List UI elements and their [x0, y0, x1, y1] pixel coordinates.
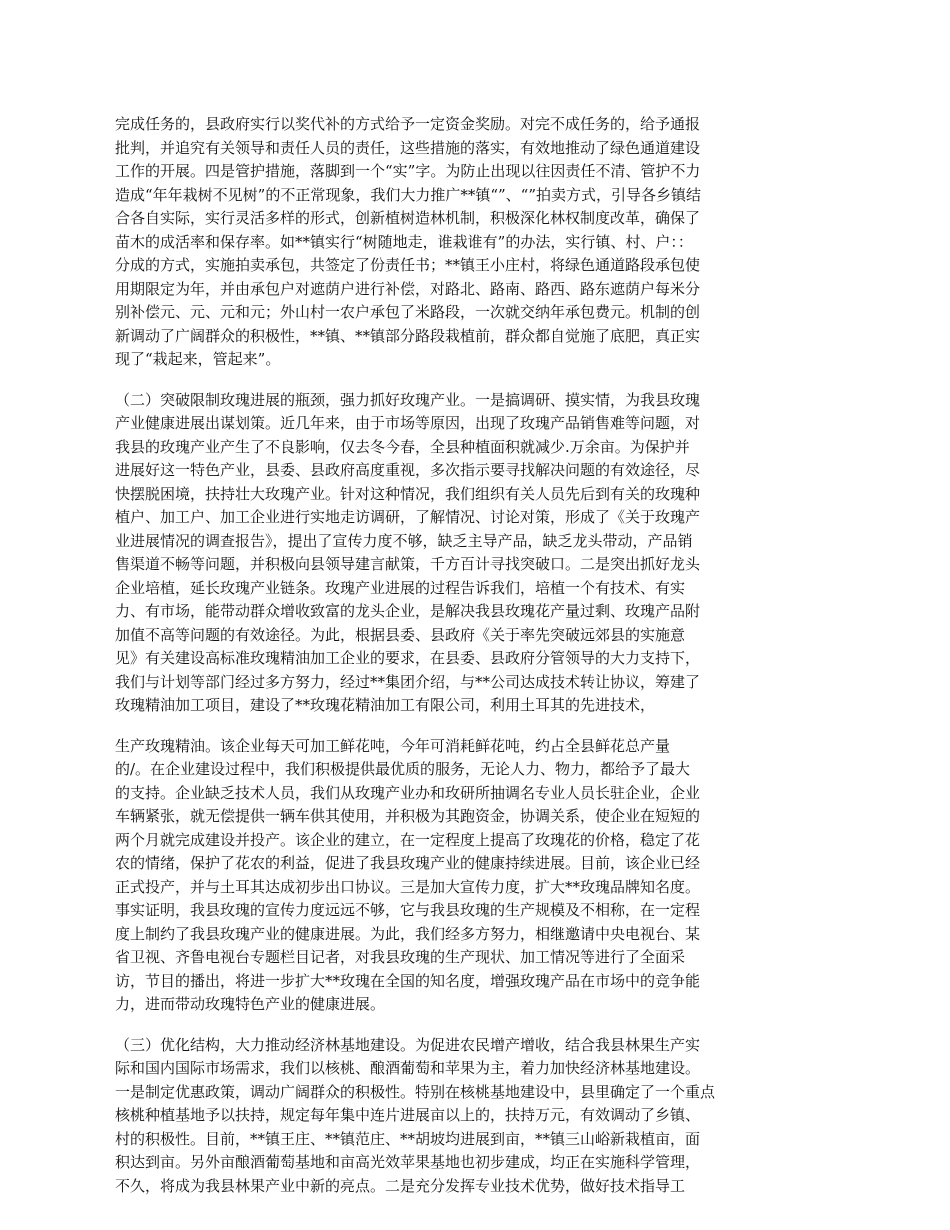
text-line: 事实证明，我县玫瑰的宣传力度远远不够，它与我县玫瑰的生产规模及不相称，在一定程 — [115, 901, 701, 919]
text-line: 现了“栽起来，管起来”。 — [115, 350, 281, 368]
text-line: 造成“年年栽树不见树”的不正常现象，我们大力推广**镇“”、“”拍卖方式，引导各乡镇结 — [115, 185, 702, 204]
text-line: 我县的玫瑰产业产生了不良影响，仅去冬今春，全县种植面积就减少.万余亩。为保护并 — [115, 437, 690, 456]
text-line: 苗木的成活率和保存率。如**镇实行“树随地走，谁栽谁有”的办法，实行镇、村、户：： — [115, 232, 693, 251]
text-line: 售渠道不畅等问题，并积极向县领导建言献策，千方百计寻找突破口。二是突出抓好龙头 — [115, 555, 701, 573]
text-line: 村的积极性。目前，**镇王庄、**镇范庄、**胡坡均进展到亩，**镇三山峪新栽植亩，面 — [115, 1129, 701, 1148]
text-line: 的支持。企业缺乏技术人员，我们从玫瑰产业办和玫研所抽调名专业人员长驻企业，企业 — [115, 783, 701, 802]
text-line: 快摆脱困境，扶持壮大玫瑰产业。针对这种情况，我们组织有关人员先后到有关的玫瑰种 — [115, 484, 701, 503]
paragraph-4 — [115, 1034, 825, 1199]
paragraph-1 — [115, 113, 825, 372]
text-line: 新调动了广阔群众的积极性，**镇、**镇部分路段栽植前，群众都自觉施了底肥，真正实 — [115, 326, 701, 345]
text-line: 植户、加工户、加工企业进行实地走访调研，了解情况、讨论对策，形成了《关于玫瑰产 — [115, 508, 701, 526]
text-line: 不久，将成为我县林果产业中新的亮点。二是充分发挥专业技术优势，做好技术指导工 — [115, 1176, 686, 1195]
paragraph-2 — [115, 389, 825, 718]
text-line: 工作的开展。四是管护措施，落脚到一个“实”字。为防止出现以往因责任不清、管护不力 — [115, 162, 701, 180]
text-line: 省卫视、齐鲁电视台专题栏目记者，对我县玫瑰的生产现状、加工情况等进行了全面采 — [115, 948, 686, 966]
paragraph-3 — [115, 735, 825, 1017]
text-line: 业进展情况的调查报告》，提出了宣传力度不够，缺乏主导产品，缺乏龙头带动，产品销 — [115, 531, 693, 550]
text-line: 两个月就完成建设并投产。该企业的建立，在一定程度上提高了玫瑰花的价格，稳定了花 — [115, 830, 701, 849]
text-line: 力、有市场，能带动群众增收致富的龙头企业，是解决我县玫瑰花产量过剩、玫瑰产品附 — [115, 602, 701, 620]
text-line: （三）优化结构，大力推动经济林基地建设。为促进农民增产增收，结合我县林果生产实 — [115, 1035, 701, 1054]
text-line: 力，进而带动玫瑰特色产业的健康进展。 — [115, 995, 386, 1013]
text-line: 分成的方式，实施拍卖承包，共签定了份责任书；**镇王小庄村，将绿色通道路段承包使 — [115, 256, 701, 274]
text-line: 我们与计划等部门经过多方努力，经过**集团介绍，与**公司达成技术转让协议，筹建了 — [115, 672, 701, 691]
text-line: 用期限定为年，并由承包户对遮荫户进行补偿，对路北、路南、路西、路东遮荫户每米分 — [115, 279, 701, 298]
text-line: 进展好这一特色产业，县委、县政府高度重视，多次指示要寻找解决问题的有效途径，尽 — [115, 461, 701, 479]
text-line: 一是制定优惠政策，调动广阔群众的积极性。特别在核桃基地建设中，县里确定了一个重点 — [115, 1082, 716, 1101]
text-line: 农的情绪，保护了花农的利益，促进了我县玫瑰产业的健康持续进展。目前，该企业已经 — [115, 854, 701, 872]
paragraph-spacer — [115, 1017, 825, 1034]
text-line: 度上制约了我县玫瑰产业的健康进展。为此，我们经多方努力，相继邀请中央电视台、某 — [115, 924, 701, 943]
text-line: 完成任务的，县政府实行以奖代补的方式给予一定资金奖励。对完不成任务的，给予通报 — [115, 115, 701, 133]
text-line: 别补偿元、元、元和元；外山村一农户承包了米路段，一次就交纳年承包费元。机制的创 — [115, 303, 701, 321]
text-line: 批判，并追究有关领导和责任人员的责任，这些措施的落实，有效地推动了绿色通道建设 — [115, 138, 701, 157]
text-line: 玫瑰精油加工项目，建设了**玫瑰花精油加工有限公司，利用土耳其的先进技术， — [115, 696, 656, 714]
text-line: （二）突破限制玫瑰进展的瓶颈，强力抓好玫瑰产业。一是搞调研、摸实情，为我县玫瑰 — [115, 390, 701, 409]
text-line: 积达到亩。另外亩酿酒葡萄基地和亩高光效苹果基地也初步建成，均正在实施科学管理， — [115, 1153, 701, 1171]
text-line: 合各自实际，实行灵活多样的形式，创新植树造林机制，积极深化林权制度改革，确保了 — [115, 209, 701, 227]
text-line: 见》有关建设高标准玫瑰精油加工企业的要求，在县委、县政府分管领导的大力支持下， — [115, 649, 701, 667]
text-line: 加值不高等问题的有效途径。为此，根据县委、县政府《关于率先突破远郊县的实施意 — [115, 625, 686, 644]
text-line: 车辆紧张，就无偿提供一辆车供其使用，并积极为其跑资金，协调关系，使企业在短短的 — [115, 807, 701, 825]
text-line: 生产玫瑰精油。该企业每天可加工鲜花吨，今年可消耗鲜花吨，约占全县鲜花总产量 — [115, 736, 671, 755]
text-line: 的/。在企业建设过程中，我们积极提供最优质的服务，无论人力、物力，都给予了最大 — [115, 760, 691, 778]
text-line: 企业培植，延长玫瑰产业链条。玫瑰产业进展的过程告诉我们，培植一个有技术、有实 — [115, 578, 686, 597]
document-body — [115, 113, 825, 1198]
text-line: 访，节目的播出，将进一步扩大**玫瑰在全国的知名度，增强玫瑰产品在市场中的竞争能 — [115, 971, 701, 990]
text-line: 际和国内国际市场需求，我们以核桃、酿酒葡萄和苹果为主，着力加快经济林基地建设。 — [115, 1059, 701, 1077]
paragraph-spacer — [115, 718, 825, 735]
text-line: 正式投产，并与土耳其达成初步出口协议。三是加大宣传力度，扩大**玫瑰品牌知名度。 — [115, 877, 701, 896]
text-line: 产业健康进展出谋划策。近几年来，由于市场等原因，出现了玫瑰产品销售难等问题，对 — [115, 414, 701, 432]
paragraph-spacer — [115, 372, 825, 389]
text-line: 核桃种植基地予以扶持，规定每年集中连片进展亩以上的，扶持万元，有效调动了乡镇、 — [115, 1106, 701, 1124]
